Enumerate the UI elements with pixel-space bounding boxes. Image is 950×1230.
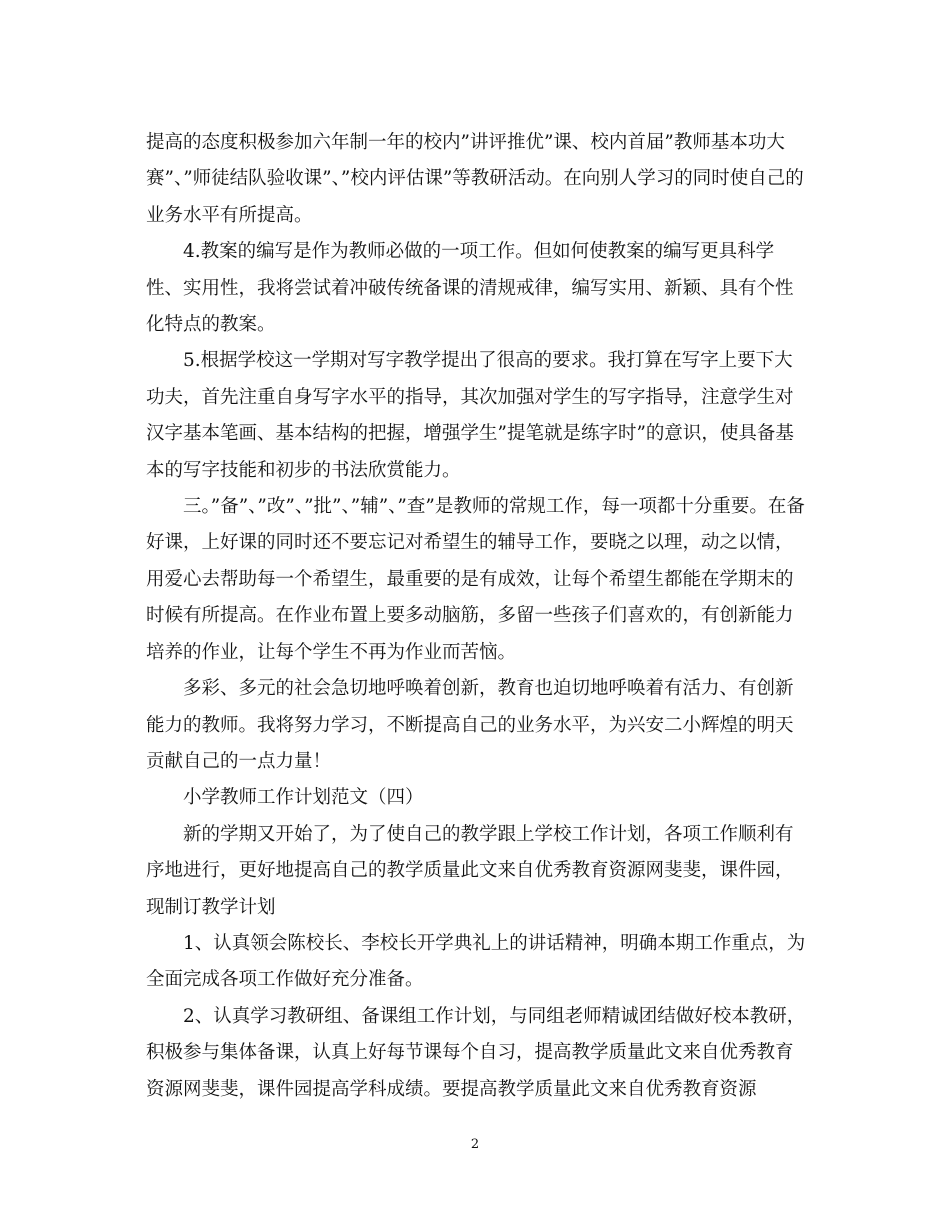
page-number: 2 xyxy=(470,1137,480,1152)
document-body xyxy=(146,125,806,1108)
paragraph: 5.根据学校这一学期对写字教学提出了很高的要求。我打算在写字上要下大功夫，首先注重自身写字水平的指导，其次加强对学生的写字指导，注意学生对汉字基本笔画、基本结构的把握，增强学生”提笔就是练字时”的意识，使具备基本的写字技能和初步的书法欣赏能力。 xyxy=(146,350,794,481)
paragraph: 多彩、多元的社会急切地呼唤着创新，教育也迫切地呼唤着有活力、有创新能力的教师。我将努力学习，不断提高自己的业务水平，为兴安二小辉煌的明天贡献自己的一点力量！ xyxy=(146,678,794,772)
paragraph: 4.教案的编写是作为教师必做的一项工作。但如何使教案的编写更具科学性、实用性，我将尝试着冲破传统备课的清规戒律，编写实用、新颖、具有个性化特点的教案。 xyxy=(146,241,794,336)
paragraph: 新的学期又开始了，为了使自己的教学跟上学校工作计划，各项工作顺利有序地进行，更好地提高自己的教学质量此文来自优秀教育资源网斐斐，课件园，现制订教学计划 xyxy=(146,823,794,918)
section-heading: 小学教师工作计划范文（四） xyxy=(183,787,424,809)
paragraph: 提高的态度积极参加六年制一年的校内”讲评推优”课、校内首届”教师基本功大赛”、”师徒结队验收课”、”校内评估课”等教研活动。在向别人学习的同时使自己的业务水平有所提高。 xyxy=(146,132,804,226)
paragraph: 2、认真学习教研组、备课组工作计划，与同组老师精诚团结做好校本教研，积极参与集体备课，认真上好每节课每个自习，提高教学质量此文来自优秀教育资源网斐斐，课件园提高学科成绩。要提高教学质量此文来自优秀教育资源 xyxy=(146,1005,806,1100)
paragraph: 三。”备”、”改”、”批”、”辅”、”查”是教师的常规工作，每一项都十分重要。在备好课，上好课的同时还不要忘记对希望生的辅导工作，要晓之以理，动之以情，用爱心去帮助每一个希望生，最重要的是有成效，让每个希望生都能在学期末的时候有所提高。在作业布置上要多动脑筋，多留一些孩子们喜欢的，有创新能力培养的作业，让每个学生不再为作业而苦恼。 xyxy=(146,496,805,663)
paragraph: 1、认真领会陈校长、李校长开学典礼上的讲话精神，明确本期工作重点，为全面完成各项工作做好充分准备。 xyxy=(146,932,806,991)
